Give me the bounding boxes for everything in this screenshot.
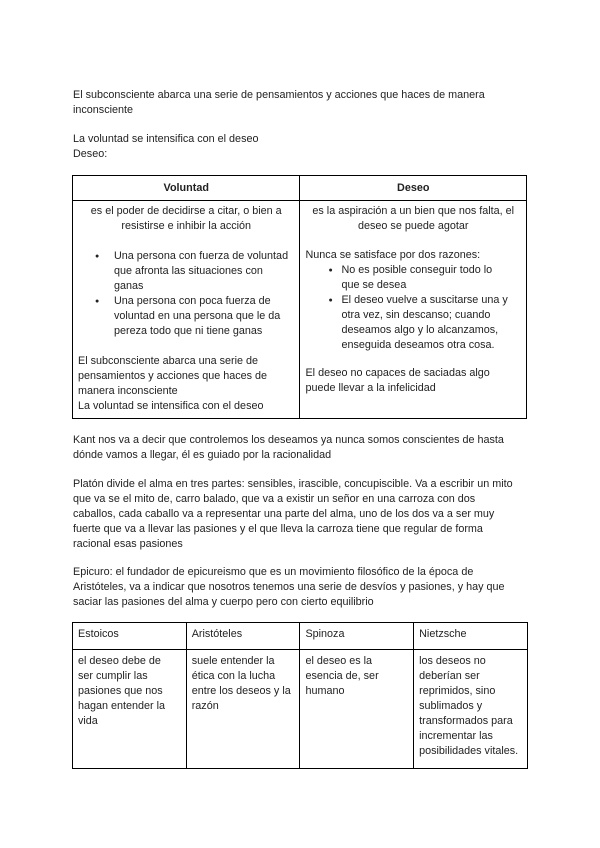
text-line: los deseos no [419, 655, 486, 667]
text-line: Epicuro: el fundador de epicureismo que es un movimiento filosófico de la época de [73, 566, 474, 578]
text-line: ● El deseo vuelve a suscitarse una y [341, 294, 508, 306]
text-line: posibilidades vitales. [419, 745, 519, 757]
spinoza-cell [300, 650, 414, 769]
voluntad-note [78, 354, 294, 414]
text-line: puede llevar a la infelicidad [305, 382, 436, 394]
text-line: razón [191, 700, 219, 712]
deseo-cell [300, 201, 527, 419]
text-line: incrementar las [419, 730, 493, 742]
text-line: suele entender la [191, 655, 275, 667]
text-line: ser cumplir las [78, 670, 148, 682]
text-line: pensamientos y acciones que haces de [78, 370, 268, 382]
intro-line: inconsciente [73, 104, 134, 116]
header-estoicos: Estoicos [73, 623, 187, 650]
text-line: ● No es posible conseguir todo lo [341, 264, 493, 276]
voluntad-definition [78, 204, 294, 234]
text-line: ética con la lucha [191, 670, 276, 682]
aristoteles-cell [186, 650, 300, 769]
list-item [305, 293, 521, 353]
text-line: sublimados y [419, 700, 483, 712]
intro-text [73, 88, 528, 162]
text-line: Kant nos va a decir que controlemos los deseamos ya nunca somos conscientes de hasta [73, 434, 504, 446]
text-line: saciar las pasiones del alma y cuerpo pero con cierto equilibrio [73, 596, 374, 608]
text-line: vida [78, 715, 98, 727]
text-line: otra vez, sin descanso; cuando [341, 309, 491, 321]
philosophers-table [72, 622, 528, 769]
intro-line: Deseo: [73, 148, 108, 160]
text-line: fuerte que va a llevar las pasiones y el que lleva la carroza tiene que regular de forma [73, 523, 483, 535]
text-line: El deseo no capaces de saciadas algo [305, 367, 490, 379]
kant-paragraph [73, 433, 528, 463]
text-line: ● Una persona con poca fuerza de [114, 295, 271, 307]
text-line: el deseo debe de [78, 655, 161, 667]
text-line: hagan entender la [78, 700, 166, 712]
deseo-intro: Nunca se satisface por dos razones: [305, 249, 481, 261]
header-nietzsche: Nietzsche [414, 623, 528, 650]
text-line: racional esas pasiones [73, 538, 183, 550]
table-header-deseo: Deseo [300, 176, 527, 201]
list-item [78, 249, 294, 294]
text-line: reprimidos, sino [419, 685, 496, 697]
header-spinoza: Spinoza [300, 623, 414, 650]
text-line: es la aspiración a un bien que nos falta, el [312, 205, 515, 217]
text-line: La voluntad se intensifica con el deseo [78, 400, 264, 412]
voluntad-cell [73, 201, 300, 419]
text-line: que va se el mito de, carro balado, que va a existir un señor en una carroza con dos [73, 493, 476, 505]
text-line: deseo se puede agotar [358, 220, 469, 232]
text-line: ● Una persona con fuerza de voluntad [114, 250, 289, 262]
estoicos-cell [73, 650, 187, 769]
text-line: enseguida deseamos otra cosa. [341, 339, 495, 351]
text-line: manera inconsciente [78, 385, 178, 397]
text-line: que se desea [341, 279, 407, 291]
text-line: resistirse e inhibir la acción [121, 220, 252, 232]
text-line: caballos, cada caballo va a representar una parte del alma, uno de los dos va a ser muy [73, 508, 495, 520]
text-line: que afronta las situaciones con [114, 265, 263, 277]
table-header-voluntad: Voluntad [73, 176, 300, 201]
platon-paragraph [73, 477, 528, 552]
intro-line: El subconsciente abarca una serie de pensamientos y acciones que haces de manera [73, 89, 485, 101]
header-aristoteles: Aristóteles [186, 623, 300, 650]
text-line: humano [305, 685, 345, 697]
text-line: Platón divide el alma en tres partes: sensibles, irascible, concupiscible. Va a escribir un mito [73, 478, 513, 490]
list-item [305, 263, 521, 293]
text-line: transformados para [419, 715, 513, 727]
text-line: pereza todo que ni tiene ganas [114, 325, 263, 337]
list-item [78, 294, 294, 339]
text-line: deseamos algo y lo alcanzamos, [341, 324, 499, 336]
text-line: es el poder de decidirse a citar, o bien a [90, 205, 282, 217]
text-line: el deseo es la [305, 655, 373, 667]
intro-line: La voluntad se intensifica con el deseo [73, 133, 259, 145]
epicuro-paragraph [73, 565, 528, 610]
text-line: esencia de, ser [305, 670, 379, 682]
deseo-note [305, 366, 521, 396]
text-line: voluntad en una persona que le da [114, 310, 281, 322]
nietzsche-cell [414, 650, 528, 769]
text-line: dónde vamos a llegar, él es guiado por la racionalidad [73, 449, 332, 461]
text-line: deberían ser [419, 670, 480, 682]
deseo-definition [305, 204, 521, 234]
voluntad-deseo-table [72, 175, 527, 419]
text-line: ganas [114, 280, 144, 292]
text-line: Aristóteles, va a indicar que nosotros tenemos una serie de desvíos y pasiones, y hay que [73, 581, 505, 593]
text-line: El subconsciente abarca una serie de [78, 355, 259, 367]
text-line: pasiones que nos [78, 685, 163, 697]
text-line: entre los deseos y la [191, 685, 291, 697]
